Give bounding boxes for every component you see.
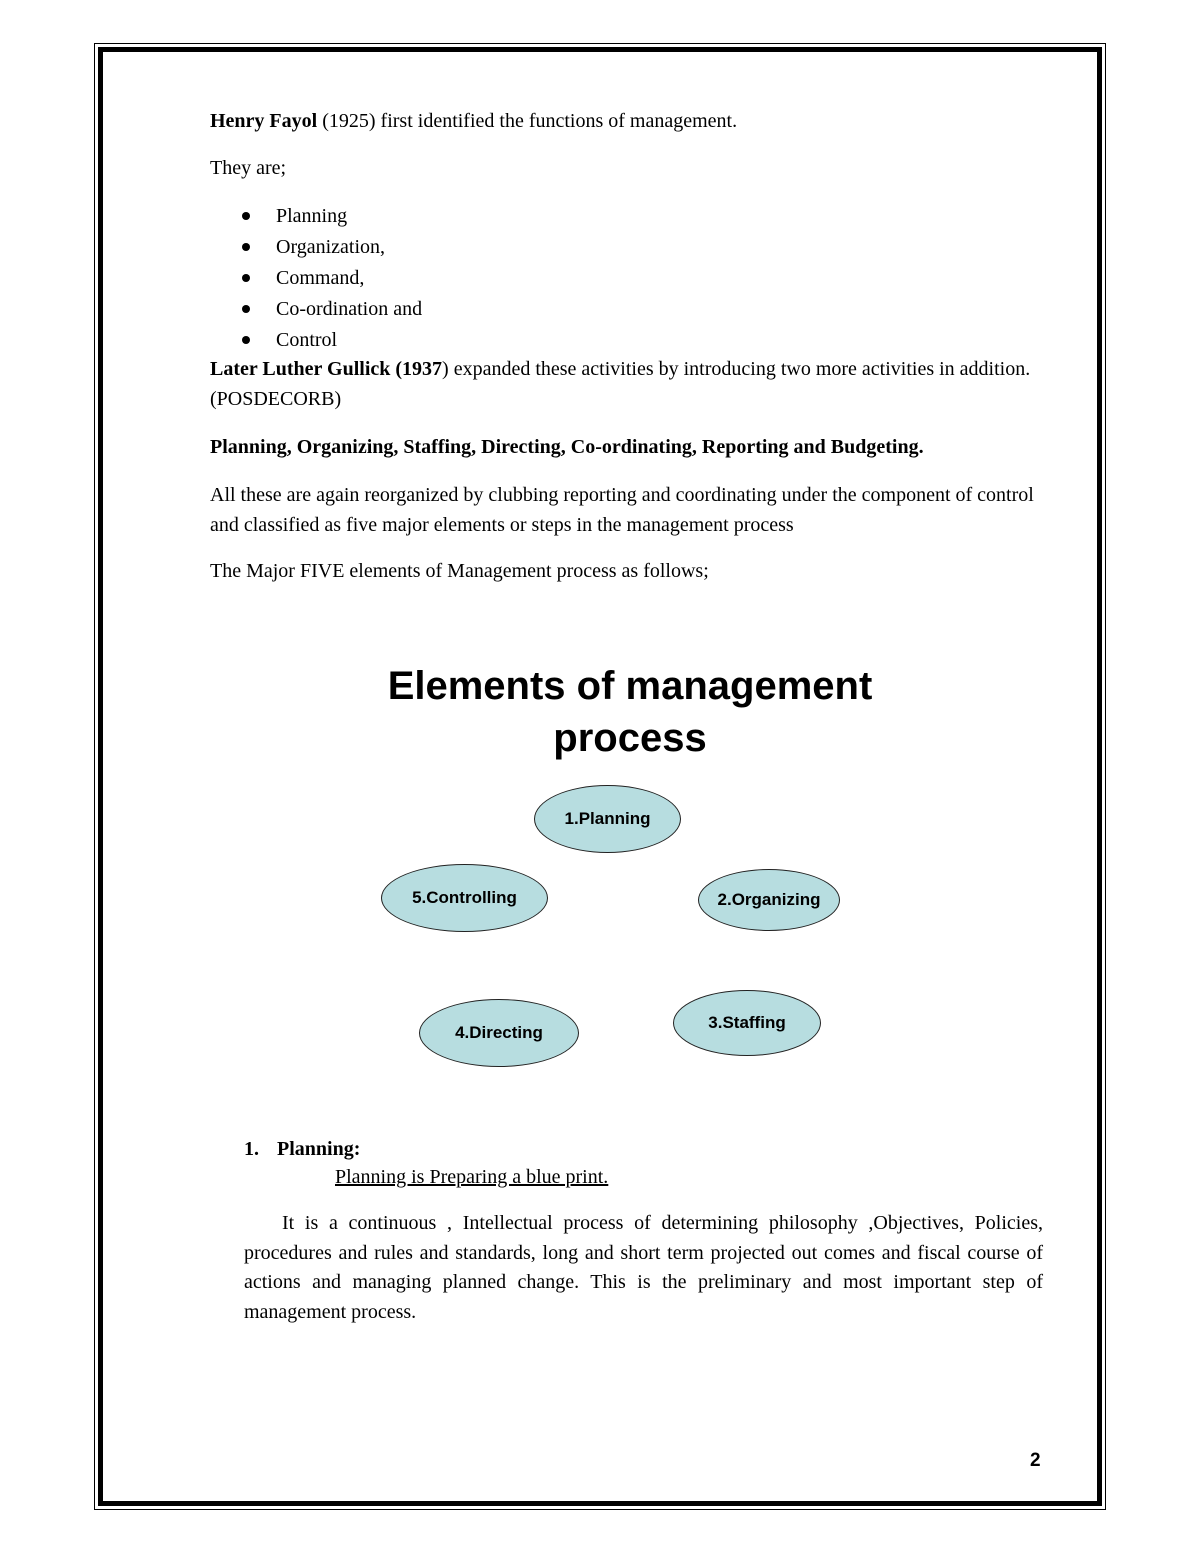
node-organizing: 2.Organizing [698,869,840,931]
gullick-name: Later Luther Gullick (1937 [210,358,443,380]
gullick-paragraph [210,354,1045,414]
list-item-text: Organization, [276,236,386,258]
list-item [210,232,422,263]
list-item [210,325,422,356]
list-item-text: Command, [276,267,365,289]
list-item-text: Control [276,329,338,351]
fayol-name: Henry Fayol [210,110,318,132]
page-number: 2 [1030,1450,1041,1471]
gullick-text: ) expanded these activities by introducing two more activities in addition. (POSDECORB) [210,358,1031,410]
section-number: 1. [244,1138,259,1160]
list-item-text: Planning [276,205,348,227]
bullet-icon [242,274,250,282]
bullet-icon [242,336,250,344]
reorganized-paragraph: All these are again reorganized by clubbing reporting and coordinating under the component of control and classified as five major elements or steps in the management process [210,484,1034,536]
list-item-text: Co-ordination and [276,298,423,320]
node-planning: 1.Planning [534,785,681,853]
section-paragraph: It is a continuous , Intellectual process of determining philosophy ,Objectives, Policies, procedures and rules and standards, long and short term projected out comes and fiscal course of actions and managing planned change. This is the preliminary and most important step of management process. [244,1212,1043,1323]
section-title: Planning: [277,1138,361,1160]
node-controlling: 5.Controlling [381,864,548,932]
bullet-icon [242,243,250,251]
bullet-icon [242,212,250,220]
list-item [210,263,422,294]
bullet-icon [242,305,250,313]
section-subtitle: Planning is Preparing a blue print. [335,1166,609,1188]
node-staffing: 3.Staffing [673,990,821,1056]
they-are-line: They are; [210,157,287,179]
functions-list [210,201,422,356]
list-item [210,294,422,325]
fayol-paragraph [210,106,737,136]
major-five-line: The Major FIVE elements of Management process as follows; [210,560,709,582]
posdecorb-line: Planning, Organizing, Staffing, Directing, Co-ordinating, Reporting and Budgeting. [210,436,924,458]
diagram-title: Elements of management process [387,664,873,760]
node-directing: 4.Directing [419,999,579,1067]
list-item [210,201,422,232]
fayol-text: (1925) first identified the functions of management. [317,110,738,132]
